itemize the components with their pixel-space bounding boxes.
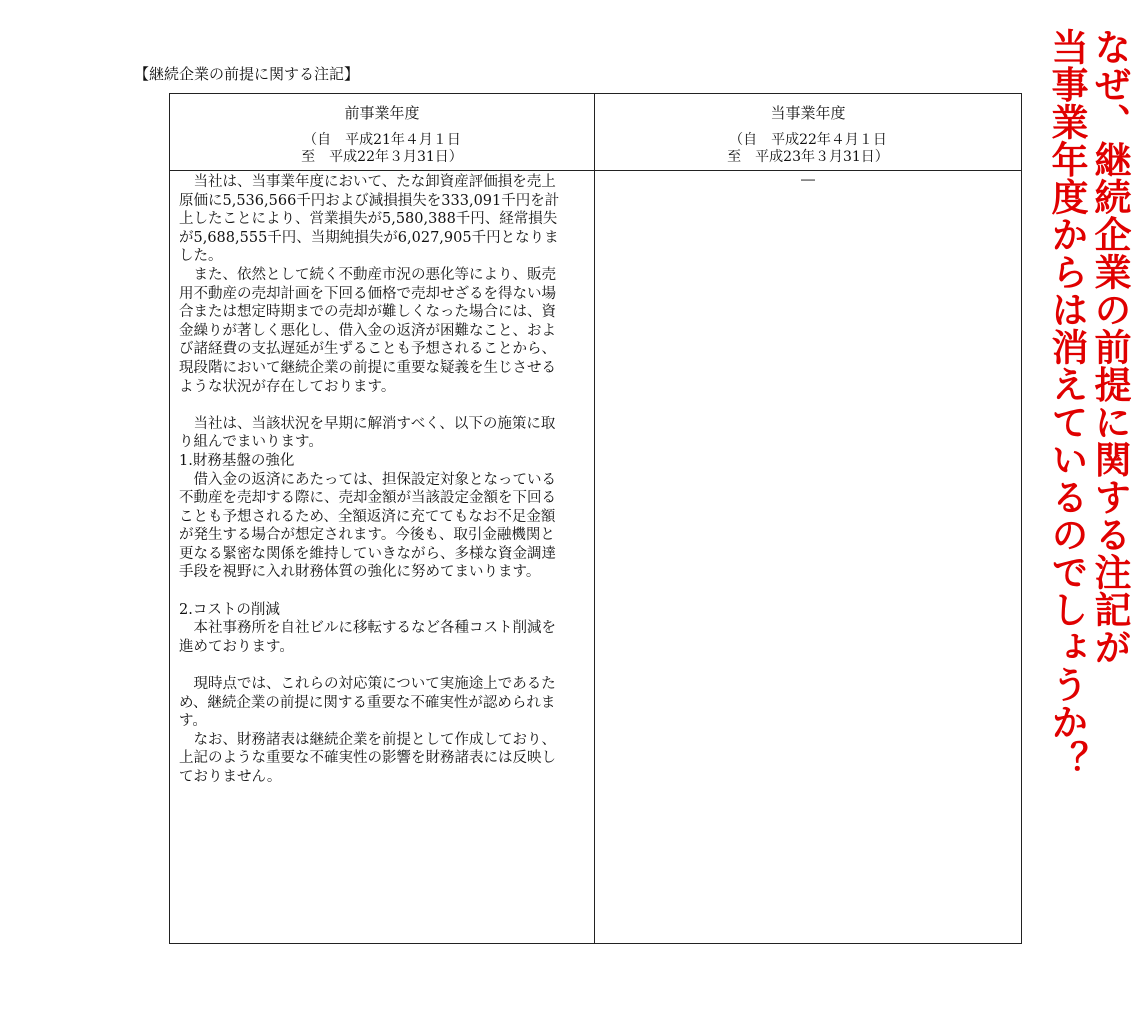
note-paragraph: 現時点では、これらの対応策について実施途上であるため、継続企業の前提に関する重要な不確実性が認められます。 [179, 676, 556, 730]
header-row [170, 94, 1022, 171]
note-paragraph: 借入金の返済にあたっては、担保設定対象となっている不動産を売却する際に、売却金額が当該設定金額を下回ることも予想されるため、全額返済に充ててもなお不足金額が発生する場合が想定されます。今後も、取引金融機関と更なる緊密な関係を維持していきながら、多様な資金調達手段を視野に入れ財務体質の強化に努めてまいります。 [179, 471, 556, 581]
period-from: （自 平成22年４月１日 [729, 132, 887, 148]
paragraph-gap [179, 582, 560, 601]
period-label: 当事業年度 [770, 104, 846, 122]
current-year-note [595, 171, 1022, 944]
period-from: （自 平成21年４月１日 [303, 132, 461, 148]
body-row [170, 171, 1022, 944]
annotation-line-1: なぜ、継続企業の前提に関する注記が [1088, 28, 1131, 666]
previous-year-note [170, 171, 595, 944]
annotation-line-2: 当事業年度からは消えているのでしょうか？ [1045, 28, 1088, 778]
period-to: 至 平成23年３月31日） [727, 149, 889, 165]
note-paragraph: 当社は、当該状況を早期に解消すべく、以下の施策に取り組んでまいります。 [179, 415, 556, 451]
period-label: 前事業年度 [344, 104, 420, 122]
note-heading: 1.財務基盤の強化 [179, 452, 295, 469]
note-paragraph: また、依然として続く不動産市況の悪化等により、販売用不動産の売却計画を下回る価格で売却せざるを得ない場合または想定時期までの売却が難しくなった場合には、資金繰りが著しく悪化し、借入金の返済が困難なこと、および諸経費の支払遅延が生ずることも予想されることから、現段階において継続企業の前提に重要な疑義を生じさせるような状況が存在しております。 [179, 266, 556, 395]
note-paragraph: 本社事務所を自社ビルに移転するなど各種コスト削減を進めております。 [179, 620, 556, 655]
section-title: 【継続企業の前提に関する注記】 [134, 65, 360, 83]
paragraph-gap [179, 396, 560, 415]
period-to: 至 平成22年３月31日） [301, 149, 463, 165]
note-paragraph: なお、財務諸表は継続企業を前提として作成しており、上記のような重要な不確実性の影響を財務諸表には反映しておりません。 [179, 731, 556, 785]
header-previous-year [170, 94, 595, 171]
dash-placeholder: ― [801, 172, 815, 188]
period-range [595, 132, 1021, 166]
note-table [169, 93, 1022, 944]
paragraph-gap [179, 656, 560, 675]
header-current-year [595, 94, 1022, 171]
note-paragraph: 当社は、当事業年度において、たな卸資産評価損を売上原価に5,536,566千円および減損損失を333,091千円を計上したことにより、営業損失が5,580,388千円、経常損失が5,688,555千円、当期純損失が6,027,905千円となりました。 [179, 174, 560, 265]
note-heading: 2.コストの削減 [179, 601, 280, 618]
period-range [170, 132, 594, 166]
